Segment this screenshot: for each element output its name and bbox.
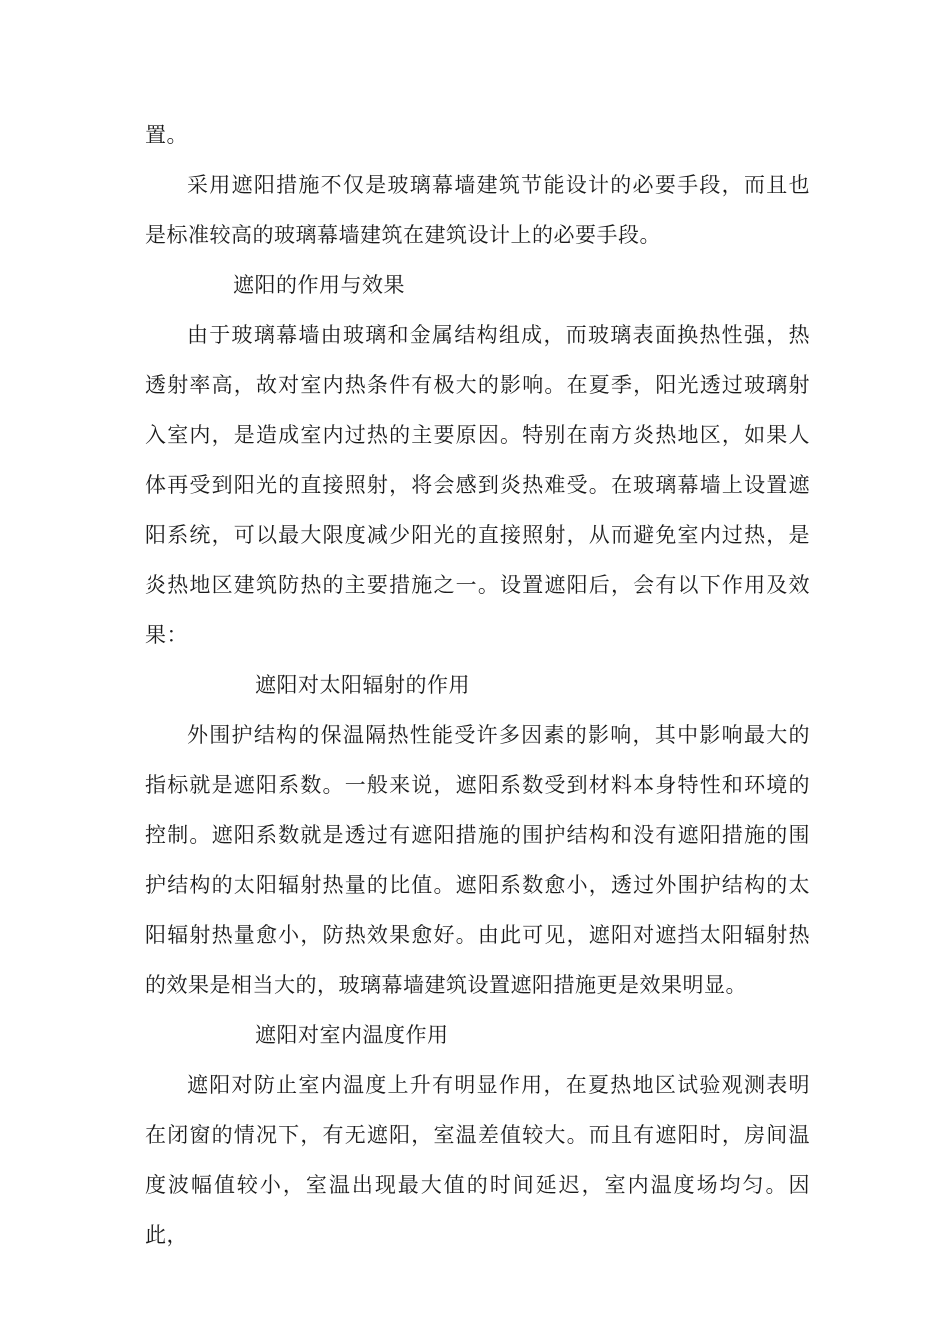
- section-heading-shading-effects: 遮阳的作用与效果: [233, 273, 405, 297]
- paragraph-shading-necessity: 采用遮阳措施不仅是玻璃幕墙建筑节能设计的必要手段，而且也是标准较高的玻璃幕墙建筑在建筑设计上的必要手段。: [145, 173, 810, 247]
- paragraph-glass-curtain-heat: 由于玻璃幕墙由玻璃和金属结构组成，而玻璃表面换热性强，热透射率高，故对室内热条件有极大的影响。在夏季，阳光透过玻璃射入室内，是造成室内过热的主要原因。特别在南方炎热地区，如果人体再受到阳光的直接照射，将会感到炎热难受。在玻璃幕墙上设置遮阳系统，可以最大限度减少阳光的直接照射，从而避免室内过热，是炎热地区建筑防热的主要措施之一。设置遮阳后，会有以下作用及效果：: [145, 323, 810, 647]
- paragraph-continuation: 置。: [145, 123, 188, 147]
- subheading-indoor-temperature: 遮阳对室内温度作用: [255, 1023, 449, 1047]
- document-body: [145, 110, 810, 1260]
- subheading-solar-radiation: 遮阳对太阳辐射的作用: [255, 673, 470, 697]
- paragraph-indoor-temperature: 遮阳对防止室内温度上升有明显作用，在夏热地区试验观测表明在闭窗的情况下，有无遮阳，室温差值较大。而且有遮阳时，房间温度波幅值较小，室温出现最大值的时间延迟，室内温度场均匀。因此，: [145, 1073, 810, 1247]
- paragraph-shading-coefficient: 外围护结构的保温隔热性能受许多因素的影响，其中影响最大的指标就是遮阳系数。一般来说，遮阳系数受到材料本身特性和环境的控制。遮阳系数就是透过有遮阳措施的围护结构和没有遮阳措施的围护结构的太阳辐射热量的比值。遮阳系数愈小，透过外围护结构的太阳辐射热量愈小，防热效果愈好。由此可见，遮阳对遮挡太阳辐射热的效果是相当大的，玻璃幕墙建筑设置遮阳措施更是效果明显。: [145, 723, 810, 997]
